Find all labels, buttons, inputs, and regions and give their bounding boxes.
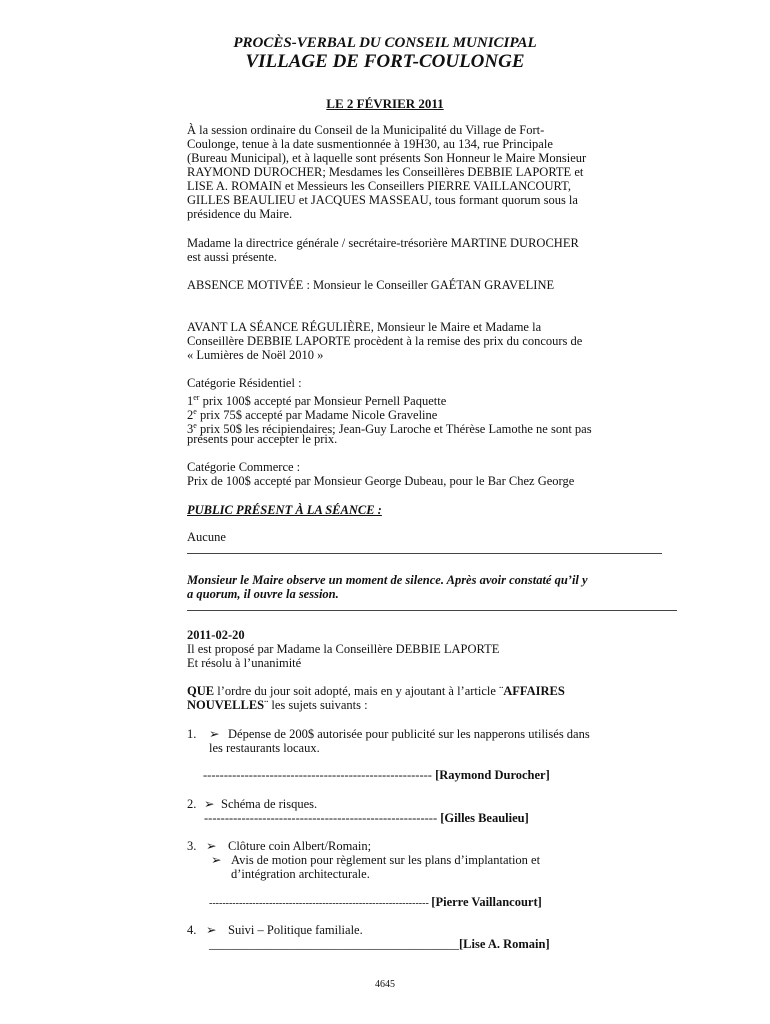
- page-number: 4645: [375, 979, 395, 990]
- public-value: Aucune: [187, 530, 226, 544]
- arrow-bullet-icon: ➢: [206, 839, 217, 853]
- signature-line: ________________________________________[Lise A. Romain]: [209, 937, 550, 951]
- intro-line: Coulonge, tenue à la date susmentionnée à 19H30, au 134, rue Principale: [187, 137, 553, 151]
- avant-line: Conseillère DEBBIE LAPORTE procèdent à la remise des prix du concours de: [187, 334, 583, 348]
- absence-line: ABSENCE MOTIVÉE : Monsieur le Conseiller GAÉTAN GRAVELINE: [187, 278, 555, 292]
- divider: [187, 553, 662, 554]
- municipality-name: VILLAGE DE FORT-COULONGE: [245, 51, 525, 72]
- commerce-heading: Catégorie Commerce :: [187, 460, 301, 474]
- meeting-date: LE 2 FÉVRIER 2011: [326, 96, 444, 111]
- intro-line: LISE A. ROMAIN et Messieurs les Conseillers PIERRE VAILLANCOURT,: [187, 179, 571, 193]
- signature-line: -------------------------------------------------------- [Gilles Beaulieu]: [204, 811, 529, 825]
- item-number: 1.: [187, 727, 197, 741]
- document-title: PROCÈS-VERBAL DU CONSEIL MUNICIPAL: [233, 35, 537, 51]
- councillor-name: [Raymond Durocher]: [435, 768, 550, 782]
- intro-line: RAYMOND DUROCHER; Mesdames les Conseillères DEBBIE LAPORTE et: [187, 165, 584, 179]
- avant-line: AVANT LA SÉANCE RÉGULIÈRE, Monsieur le Maire et Madame la: [187, 320, 542, 334]
- item-number: 2.: [187, 797, 197, 811]
- item-text: Schéma de risques.: [221, 797, 318, 811]
- item-text: Avis de motion pour règlement sur les plans d’implantation et: [231, 853, 541, 867]
- intro-line: présidence du Maire.: [187, 207, 293, 221]
- intro-line: À la session ordinaire du Conseil de la Municipalité du Village de Fort-: [187, 123, 545, 137]
- item-number: 4.: [187, 923, 197, 937]
- dg-line: est aussi présente.: [187, 250, 277, 264]
- avant-line: « Lumières de Noël 2010 »: [187, 348, 324, 362]
- signature-line: ------------------------------------------------------- [Raymond Durocher]: [203, 768, 550, 782]
- resolution-proposed: Il est proposé par Madame la Conseillère DEBBIE LAPORTE: [187, 642, 500, 656]
- signature-line: ------------------------------------------------------------------ [Pierre Vaillancourt]: [209, 895, 542, 909]
- resolution-resolved: Et résolu à l’unanimité: [187, 656, 302, 670]
- prize-line: 2e prix 75$ accepté par Madame Nicole Graveline: [187, 407, 438, 423]
- councillor-name: [Lise A. Romain]: [459, 937, 550, 951]
- intro-line: (Bureau Municipal), et à laquelle sont présents Son Honneur le Maire Monsieur: [187, 151, 587, 165]
- item-number: 3.: [187, 839, 197, 853]
- arrow-bullet-icon: ➢: [204, 797, 215, 811]
- arrow-bullet-icon: ➢: [206, 923, 217, 937]
- item-text: d’intégration architecturale.: [231, 867, 370, 881]
- prize-line: 1er prix 100$ accepté par Monsieur Pernell Paquette: [187, 393, 447, 409]
- item-text: Dépense de 200$ autorisée pour publicité sur les napperons utilisés dans: [228, 727, 590, 741]
- silence-line: a quorum, il ouvre la session.: [187, 587, 339, 601]
- arrow-bullet-icon: ➢: [209, 727, 220, 741]
- silence-line: Monsieur le Maire observe un moment de silence. Après avoir constaté qu’il y: [187, 573, 588, 587]
- divider: [187, 610, 677, 611]
- item-text: Clôture coin Albert/Romain;: [228, 839, 372, 853]
- item-text: les restaurants locaux.: [209, 741, 320, 755]
- que-line-2: NOUVELLES¨ les sujets suivants :: [187, 698, 368, 712]
- public-heading: PUBLIC PRÉSENT À LA SÉANCE :: [187, 503, 382, 517]
- commerce-line: Prix de 100$ accepté par Monsieur George Dubeau, pour le Bar Chez George: [187, 474, 575, 488]
- resolution-number: 2011-02-20: [187, 628, 245, 642]
- residentiel-heading: Catégorie Résidentiel :: [187, 376, 302, 390]
- intro-line: GILLES BEAULIEU et JACQUES MASSEAU, tous formant quorum sous la: [187, 193, 578, 207]
- prize-continuation: présents pour accepter le prix.: [187, 432, 338, 446]
- que-line: QUE l’ordre du jour soit adopté, mais en y ajoutant à l’article ¨AFFAIRES: [187, 684, 565, 698]
- item-text: Suivi – Politique familiale.: [228, 923, 363, 937]
- prize-line: 3e prix 50$ les récipiendaires; Jean-Guy Laroche et Thérèse Lamothe ne sont pas: [187, 421, 592, 437]
- councillor-name: [Pierre Vaillancourt]: [431, 895, 542, 909]
- dg-line: Madame la directrice générale / secrétaire-trésorière MARTINE DUROCHER: [187, 236, 579, 250]
- councillor-name: [Gilles Beaulieu]: [440, 811, 529, 825]
- arrow-bullet-icon: ➢: [211, 853, 222, 867]
